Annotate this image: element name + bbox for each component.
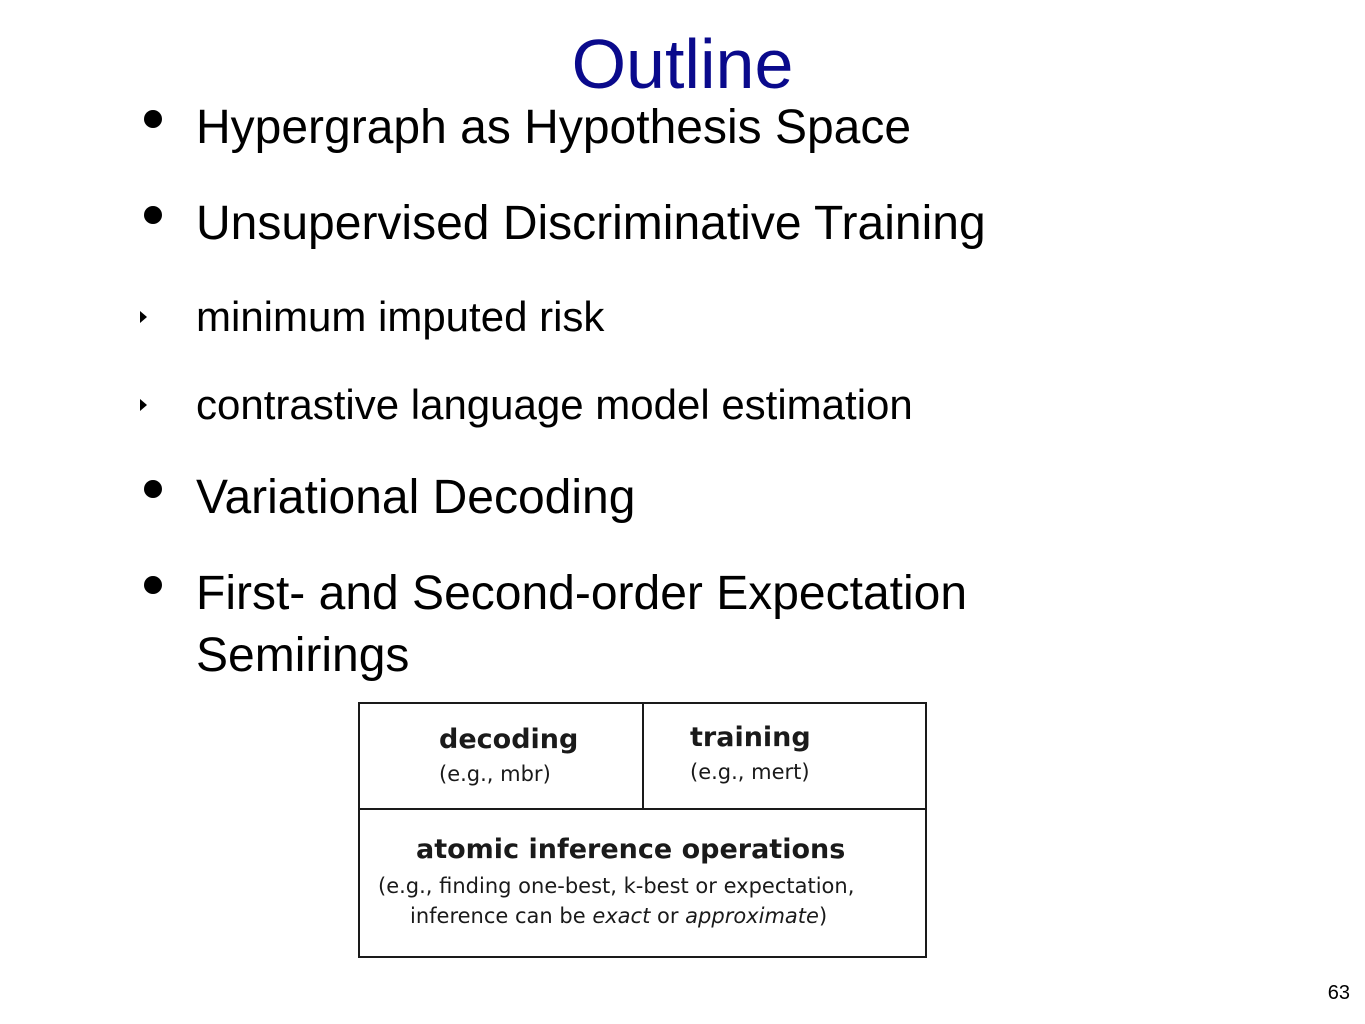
bullet-dot-icon [144, 206, 162, 224]
bullet-text: Hypergraph as Hypothesis Space [196, 101, 912, 154]
decoding-example: (e.g., mbr) [439, 762, 551, 786]
sub-bullet-text: minimum imputed risk [196, 293, 605, 340]
inference-diagram [358, 702, 927, 958]
triangle-bullet-icon [140, 399, 147, 411]
slide-title: Outline [571, 25, 794, 103]
line2-text-c: or [650, 904, 686, 928]
atomic-description-line2 [410, 904, 827, 928]
triangle-bullet-icon [140, 311, 147, 323]
page-number: 63 [1327, 982, 1350, 1004]
decoding-cell [360, 704, 644, 810]
line2-exact: exact [592, 904, 651, 928]
line2-text-e: ) [818, 904, 828, 928]
line2-approximate: approximate [685, 904, 819, 928]
bullet-text: Unsupervised Discriminative Training [196, 197, 986, 250]
training-heading: training [690, 722, 811, 753]
atomic-operations-cell [360, 810, 925, 956]
atomic-heading: atomic inference operations [416, 834, 846, 865]
line2-text-a: inference can be [410, 904, 593, 928]
bullet-text: Variational Decoding [196, 471, 636, 524]
bullet-dot-icon [144, 480, 162, 498]
bullet-text-continuation: Semirings [196, 629, 410, 682]
decoding-heading: decoding [439, 724, 579, 755]
bullet-text: First- and Second-order Expectation [196, 567, 968, 620]
bullet-dot-icon [144, 110, 162, 128]
training-cell [644, 704, 925, 810]
sub-bullet-text: contrastive language model estimation [196, 381, 913, 428]
bullet-dot-icon [144, 576, 162, 594]
training-example: (e.g., mert) [690, 760, 810, 784]
atomic-description-line1: (e.g., finding one-best, k-best or expectation, [378, 874, 855, 898]
